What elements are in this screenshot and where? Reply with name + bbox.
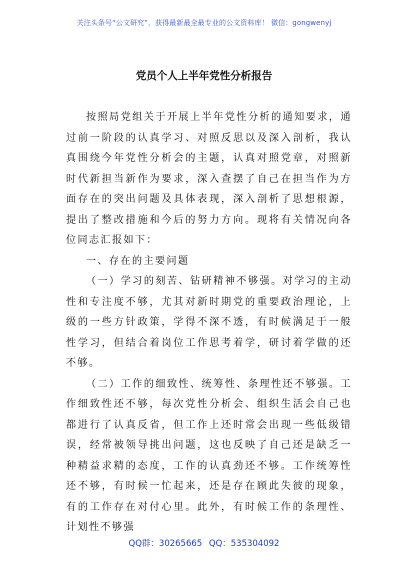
document-title: 党员个人上半年党性分析报告 [135,70,273,82]
footer-contact [0,537,408,549]
section-heading: 一、存在的主要问题 [86,255,190,267]
footer-qq: QQ：535304092 [208,539,280,549]
footer-qq-group: QQ群：30265665 [128,539,203,549]
header-promo-note: 关注头条号“公文研究”，获得最新最全最专业的公文资料库！ 微信：gongwenyj [76,19,332,27]
issue-paragraph-1: （一）学习的刻苦、钻研精神不够强。对学习的主动性和专注度不够，尤其对新时期党的重要政治理论，上级的一些方针政策，学得不深不透，有时候满足于一般性学习，但结合着岗位工作思考着学，研讨着学做的还不够。 [66,276,352,369]
issue-paragraph-2: （二）工作的细致性、统筹性、条理性还不够强。工作细致性还不够，每次党性分析会、组织生活会自己也都进行了认真反省，但工作上还时常会出现一些低级错误，经常被领导挑出问题，这也反映了自己还是缺乏一种精益求精的态度，工作的认真劲还不够。工作统筹性还不够，有时候一忙起来，还是存在顾此失彼的现象，有的工作存在对付心里。此外，有时候工作的条理性、计划性不够强 [66,378,352,533]
intro-paragraph: 按照局党组关于开展上半年党性分析的通知要求，通过前一阶段的认真学习、对照反思以及深入剖析，我认真围绕今年党性分析会的主题，认真对照党章，对照新时代新担当新作为要求，深入查摆了自己在担当作为方面存在的突出问题及具体表现，深入剖析了思想根源，提出了整改措施和今后的努力方向。现将有关情况向各位同志汇报如下： [66,112,352,246]
document-body [66,108,352,539]
